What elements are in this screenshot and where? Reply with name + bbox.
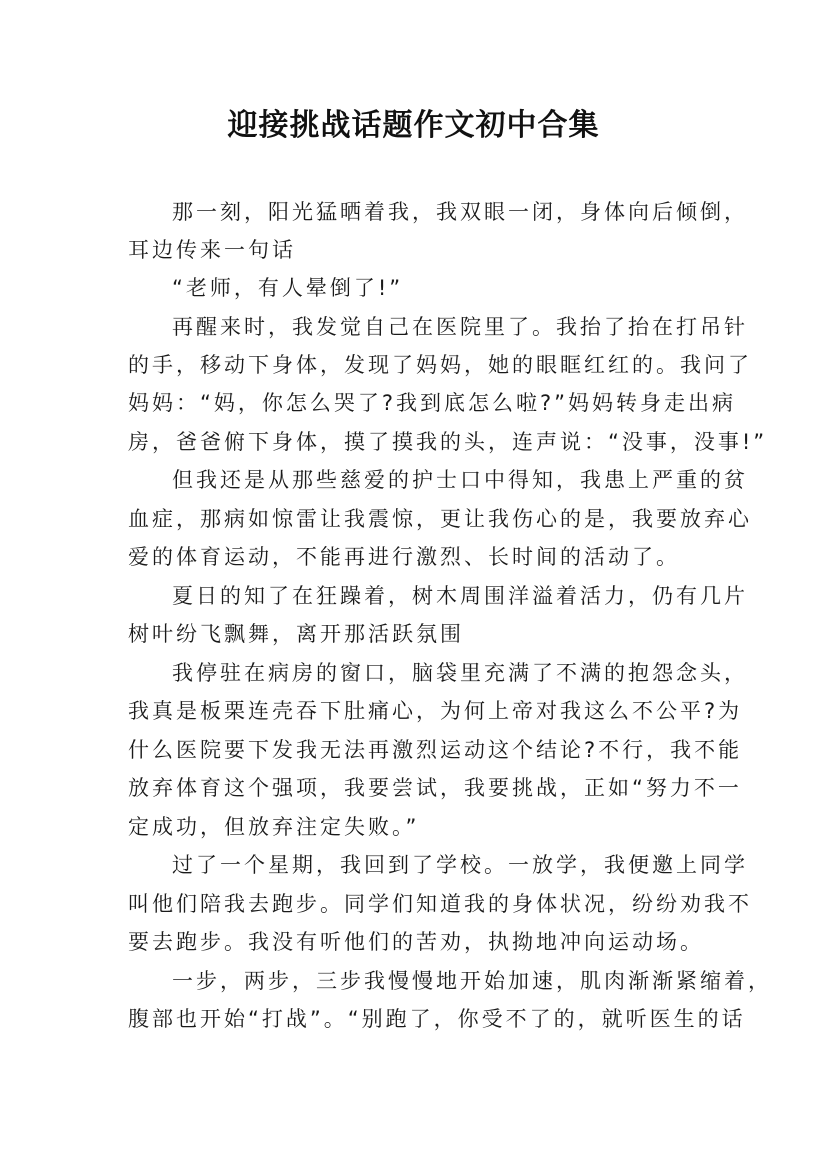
text-line: 的手，移动下身体，发现了妈妈，她的眼眶红红的。我问了 — [128, 353, 752, 377]
text-line: 但我还是从那些慈爱的护士口中得知，我患上严重的贫 — [172, 468, 748, 492]
text-line: 那一刻，阳光猛晒着我，我双眼一闭，身体向后倾倒， — [172, 200, 748, 224]
text-line: 要去跑步。我没有听他们的苦劝，执拗地冲向运动场。 — [128, 930, 704, 954]
text-line: 我真是板栗连壳吞下肚痛心，为何上帝对我这么不公平?为 — [128, 699, 743, 723]
document-title: 迎接挑战话题作文初中合集 — [227, 108, 600, 143]
text-line: 一步，两步，三步我慢慢地开始加速，肌肉渐渐紧缩着， — [172, 969, 772, 993]
text-line: “老师，有人晕倒了!” — [172, 276, 404, 300]
text-line: 房，爸爸俯下身体，摸了摸我的头，连声说：“没事，没事!” — [128, 430, 768, 454]
text-line: 夏日的知了在狂躁着，树木周围洋溢着活力，仍有几片 — [172, 584, 748, 608]
text-line: 放弃体育这个强项，我要尝试，我要挑战，正如“努力不一 — [128, 776, 742, 800]
text-line: 妈妈：“妈，你怎么哭了?我到底怎么啦?”妈妈转身走出病 — [128, 391, 737, 415]
text-line: 树叶纷飞飘舞，离开那活跃氛围 — [128, 622, 464, 646]
text-line: 过了一个星期，我回到了学校。一放学，我便邀上同学 — [172, 853, 748, 877]
text-line: 叫他们陪我去跑步。同学们知道我的身体状况，纷纷劝我不 — [128, 892, 752, 916]
text-line: 耳边传来一句话 — [128, 238, 296, 262]
text-line: 爱的体育运动，不能再进行激烈、长时间的活动了。 — [128, 545, 680, 569]
text-line: 再醒来时，我发觉自己在医院里了。我抬了抬在打吊针 — [172, 315, 748, 339]
text-line: 腹部也开始“打战”。“别跑了，你受不了的，就听医生的话 — [128, 1007, 746, 1031]
text-line: 什么医院要下发我无法再激烈运动这个结论?不行，我不能 — [128, 738, 743, 762]
text-line: 我停驻在病房的窗口，脑袋里充满了不满的抱怨念头， — [172, 661, 748, 685]
text-line: 定成功，但放弃注定失败。” — [128, 815, 420, 839]
text-line: 血症，那病如惊雷让我震惊，更让我伤心的是，我要放弃心 — [128, 507, 752, 531]
